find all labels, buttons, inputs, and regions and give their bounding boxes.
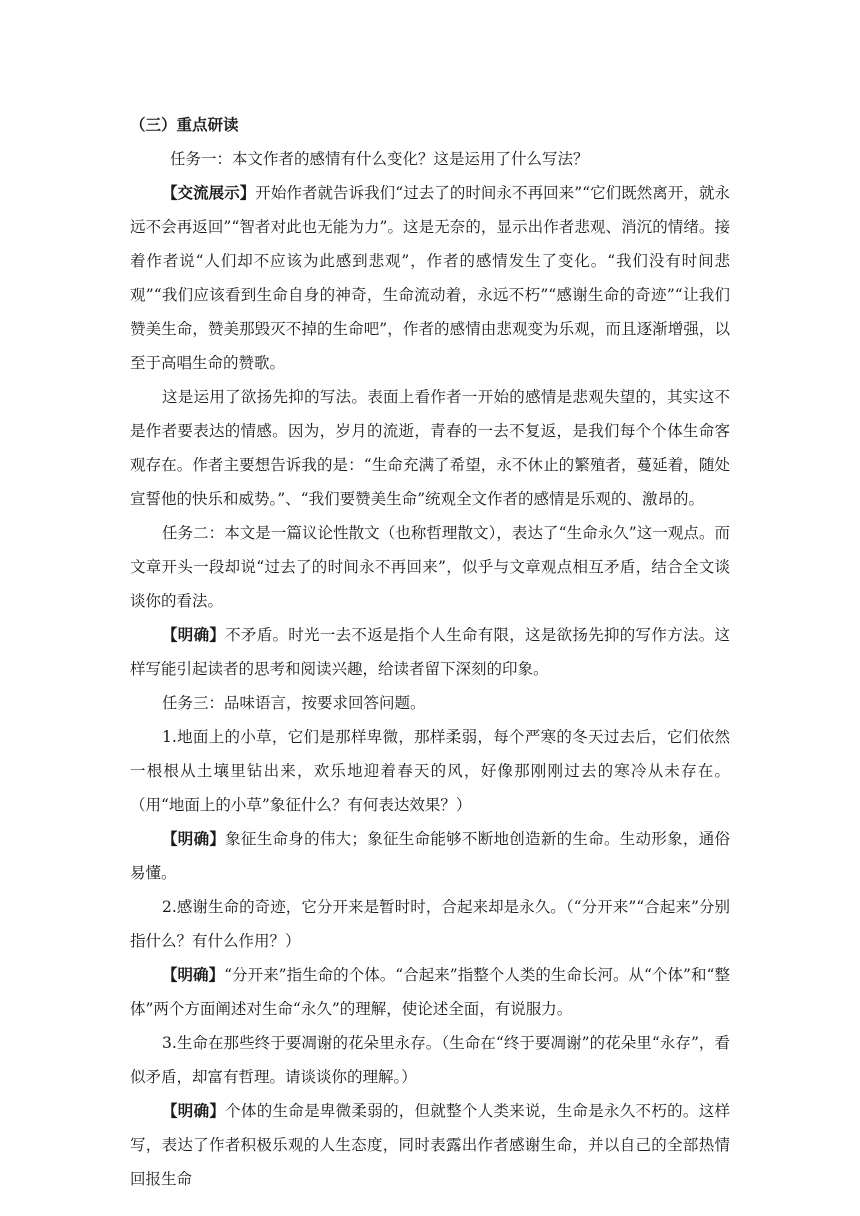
answer-tag: 【明确】 bbox=[162, 830, 226, 848]
task2-question: 任务二：本文是一篇议论性散文（也称哲理散文），表达了“生命永久”这一观点。而文章开头一段却说“过去了的时间永不再回来”，似乎与文章观点相互矛盾，结合全文谈谈你的看法。 bbox=[130, 524, 730, 610]
task3-item2-question: 2.感谢生命的奇迹，它分开来是暂时时，合起来却是永久。（“分开来”“合起来”分别指什么？有什么作用？） bbox=[130, 898, 730, 950]
answer-text: 象征生命身的伟大；象征生命能够不断地创造新的生命。生动形象，通俗易懂。 bbox=[130, 830, 730, 882]
answer-text: 个体的生命是卑微柔弱的，但就整个人类来说，生命是永久不朽的。这样写，表达了作者积极乐观的人生态度，同时表露出作者感谢生命，并以自己的全部热情回报生命 bbox=[130, 1102, 730, 1188]
answer-text: 不矛盾。时光一去不返是指个人生命有限，这是欲扬先抑的写作方法。这样写能引起读者的思考和阅读兴趣，给读者留下深刻的印象。 bbox=[130, 626, 730, 678]
section-heading: （三）重点研读 bbox=[130, 116, 239, 134]
task3-item3-question: 3.生命在那些终于要凋谢的花朵里永存。（生命在“终于要凋谢”的花朵里“永存”，看似矛盾，却富有哲理。请谈谈你的理解。） bbox=[130, 1034, 730, 1086]
task3-item2-answer bbox=[130, 958, 730, 1026]
task1-question: 任务一：本文作者的感情有什么变化？这是运用了什么写法？ bbox=[170, 150, 589, 168]
task1-answer bbox=[130, 176, 730, 380]
task3-item1-answer bbox=[130, 822, 730, 890]
task3-item1-question: 1.地面上的小草，它们是那样卑微，那样柔弱，每个严寒的冬天过去后，它们依然一根根从土壤里钻出来，欢乐地迎着春天的风，好像那刚刚过去的寒冷从未存在。（用“地面上的小草”象征什么？有何表达效果？） bbox=[130, 728, 730, 814]
task1-explanation: 这是运用了欲扬先抑的写法。表面上看作者一开始的感情是悲观失望的，其实这不是作者要表达的情感。因为，岁月的流逝，青春的一去不复返，是我们每个个体生命客观存在。作者主要想告诉我的是：“生命充满了希望，永不休止的繁殖者，蔓延着，随处宣誓他的快乐和威势。”、“我们要赞美生命”统观全文作者的感情是乐观的、激昂的。 bbox=[130, 388, 730, 508]
answer-tag: 【明确】 bbox=[162, 1102, 226, 1120]
answer-tag: 【交流展示】 bbox=[162, 184, 256, 202]
task3-intro: 任务三：品味语言，按要求回答问题。 bbox=[162, 694, 426, 712]
answer-text: 开始作者就告诉我们“过去了的时间永不再回来”“它们既然离开，就永远不会再返回”“智者对此也无能为力”。这是无奈的，显示出作者悲观、消沉的情绪。接着作者说“人们却不应该为此感到悲观”，作者的感情发生了变化。“我们没有时间悲观”“我们应该看到生命自身的神奇，生命流动着，永远不朽”“感谢生命的奇迹”“让我们赞美生命，赞美那毁灭不掉的生命吧”，作者的感情由悲观变为乐观，而且逐渐增强，以至于高唱生命的赞歌。 bbox=[130, 184, 730, 372]
task2-answer bbox=[130, 618, 730, 686]
document-body bbox=[130, 108, 730, 1196]
answer-tag: 【明确】 bbox=[162, 626, 226, 644]
answer-tag: 【明确】 bbox=[162, 966, 225, 984]
answer-text: “分开来”指生命的个体。“合起来”指整个人类的生命长河。从“个体”和“整体”两个方面阐述对生命“永久”的理解，使论述全面，有说服力。 bbox=[130, 966, 730, 1018]
task3-item3-answer bbox=[130, 1094, 730, 1196]
